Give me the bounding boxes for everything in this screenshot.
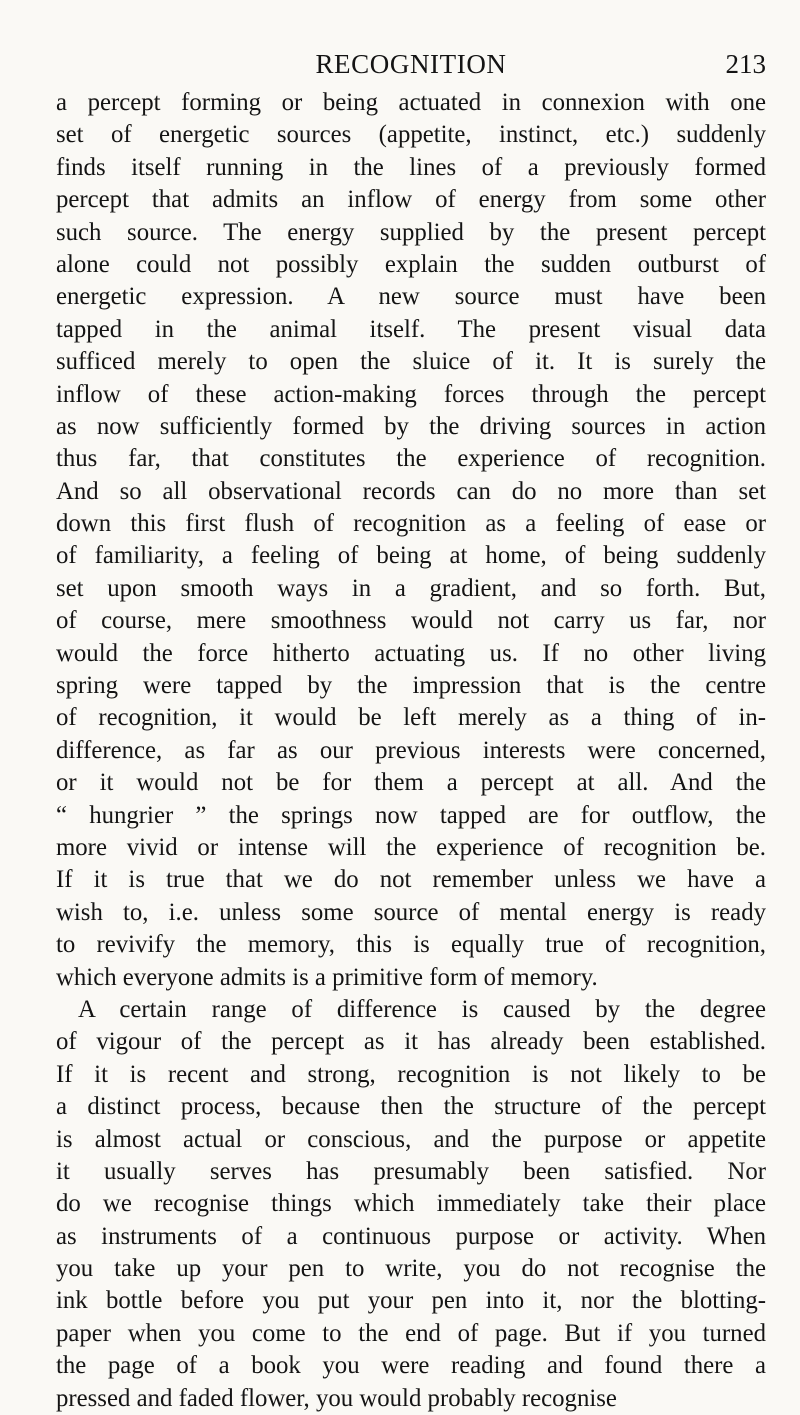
text-line: pressed and faded flower, you would probably recognise — [56, 1384, 617, 1412]
text-line: of vigour of the percept as it has already been established. — [56, 1028, 766, 1056]
text-line: finds itself running in the lines of a previously formed — [56, 153, 766, 181]
text-line: sufficed merely to open the sluice of it. It is surely the — [56, 348, 766, 376]
page-number: 213 — [725, 49, 766, 79]
text-line: percept that admits an inflow of energy from some other — [56, 186, 766, 214]
text-line: ink bottle before you put your pen into it, nor the blotting- — [56, 1287, 766, 1315]
text-line: a distinct process, because then the structure of the percept — [56, 1093, 766, 1121]
text-line: it usually serves has presumably been satisfied. Nor — [56, 1157, 766, 1185]
text-line: is almost actual or conscious, and the purpose or appetite — [56, 1125, 766, 1153]
text-line: “ hungrier ” the springs now tapped are for outflow, the — [56, 801, 766, 829]
text-line: spring were tapped by the impression that is the centre — [56, 672, 766, 700]
text-line: of recognition, it would be left merely as a thing of in- — [56, 704, 766, 732]
body-text — [56, 87, 766, 1415]
text-line: or it would not be for them a percept at all. And the — [56, 769, 766, 797]
text-line: which everyone admits is a primitive form of memory. — [56, 963, 598, 991]
page-header — [56, 44, 766, 84]
text-line: of course, mere smoothness would not carry us far, nor — [56, 607, 766, 635]
text-line: would the force hitherto actuating us. If no other living — [56, 639, 766, 667]
text-line: A certain range of difference is caused by the degree — [78, 995, 766, 1023]
text-line: do we recognise things which immediately take their place — [56, 1190, 766, 1218]
text-line: you take up your pen to write, you do not recognise the — [56, 1255, 766, 1283]
text-line: to revivify the memory, this is equally true of recognition, — [56, 931, 766, 959]
text-line: If it is recent and strong, recognition is not likely to be — [56, 1060, 766, 1088]
text-line: set of energetic sources (appetite, instinct, etc.) suddenly — [56, 121, 766, 149]
text-line: a percept forming or being actuated in connexion with one — [56, 89, 766, 116]
text-line: difference, as far as our previous interests were concerned, — [56, 736, 766, 764]
text-line: If it is true that we do not remember unless we have a — [56, 866, 766, 894]
text-line: of familiarity, a feeling of being at home, of being suddenly — [56, 542, 766, 570]
text-line: such source. The energy supplied by the present percept — [56, 218, 766, 246]
text-line: thus far, that constitutes the experience of recognition. — [56, 445, 766, 473]
text-line: tapped in the animal itself. The present visual data — [56, 315, 766, 343]
running-title: RECOGNITION — [315, 49, 507, 79]
text-line: energetic expression. A new source must have been — [56, 283, 766, 311]
text-line: more vivid or intense will the experience of recognition be. — [56, 833, 766, 861]
text-line: down this first flush of recognition as a feeling of ease or — [56, 510, 766, 538]
text-line: alone could not possibly explain the sudden outburst of — [56, 250, 766, 278]
text-line: And so all observational records can do no more than set — [56, 477, 766, 505]
text-line: paper when you come to the end of page. But if you turned — [56, 1319, 766, 1347]
text-line: as instruments of a continuous purpose or activity. When — [56, 1222, 766, 1250]
text-line: as now sufficiently formed by the driving sources in action — [56, 412, 766, 440]
text-line: the page of a book you were reading and found there a — [56, 1352, 766, 1380]
text-line: inflow of these action-making forces through the percept — [56, 380, 766, 408]
text-line: set upon smooth ways in a gradient, and so forth. But, — [56, 574, 766, 602]
text-line: wish to, i.e. unless some source of mental energy is ready — [56, 898, 766, 926]
